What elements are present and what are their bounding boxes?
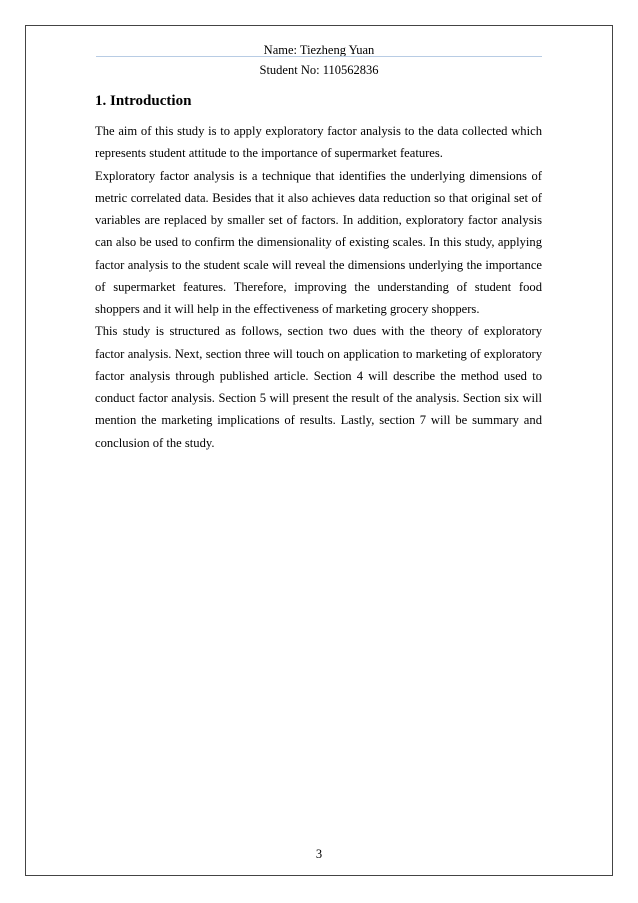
page-number: 3 xyxy=(315,847,323,861)
author-name: Name: Tiezheng Yuan xyxy=(263,43,375,57)
section-heading: 1. Introduction xyxy=(95,93,192,109)
paragraph-aim: The aim of this study is to apply exploratory factor analysis to the data collected which represents student attitude to the importance of supermarket features. xyxy=(95,124,542,161)
page-header xyxy=(96,40,542,80)
student-number: Student No: 110562836 xyxy=(259,63,379,77)
section-body xyxy=(95,120,542,454)
header-divider xyxy=(96,56,542,57)
paragraph-efa-definition: Exploratory factor analysis is a technique that identifies the underlying dimensions of metric correlated data. Besides that it also achieves data reduction so that original set of variables are replaced by smaller set of factors. In addition, exploratory factor analysis can also be used to confirm the dimensionality of existing scales. In this study, applying factor analysis to the student scale will reveal the dimensions underlying the importance of supermarket features. Therefore, improving the understanding of student food shoppers and it will help in the effectiveness of marketing grocery shoppers. xyxy=(95,168,542,316)
paragraph-structure: This study is structured as follows, section two dues with the theory of exploratory factor analysis. Next, section three will touch on application to marketing of exploratory factor analysis through published article. Section 4 will describe the method used to conduct factor analysis. Section 5 will present the result of the analysis. Section six will mention the marketing implications of results. Lastly, section 7 will be summary and conclusion of the study. xyxy=(95,324,542,450)
